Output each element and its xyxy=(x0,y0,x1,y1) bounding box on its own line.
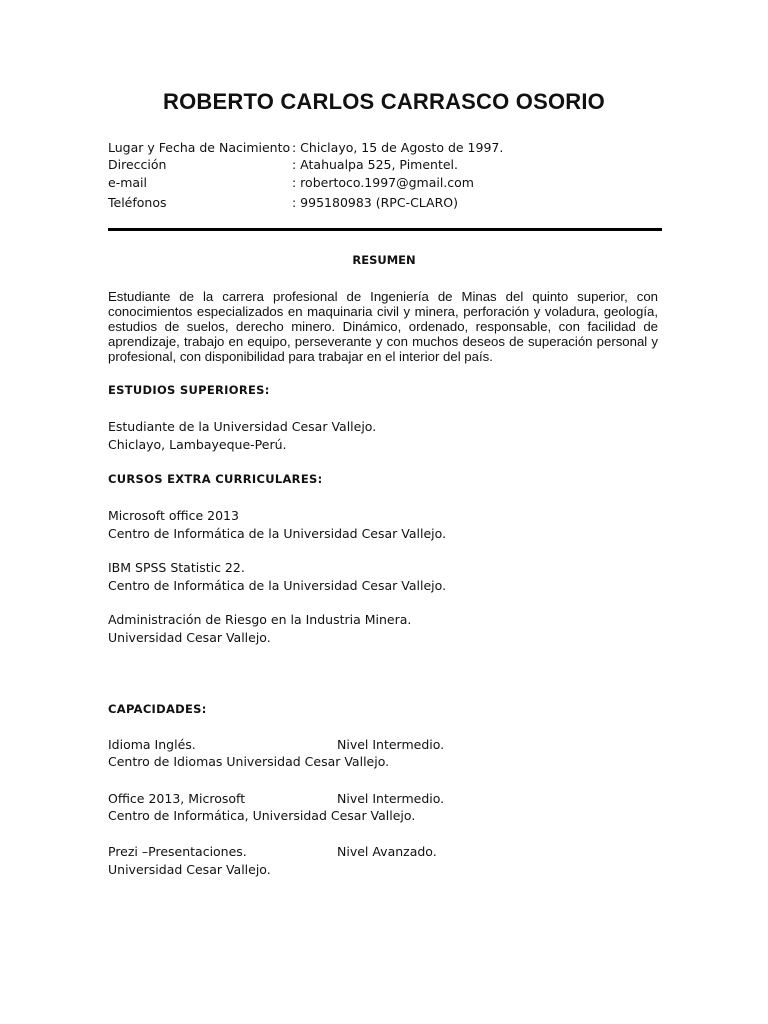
info-label: Teléfonos xyxy=(108,195,167,210)
info-label: e-mail xyxy=(108,175,147,190)
info-value: : robertoco.1997@gmail.com xyxy=(292,175,474,190)
curso-name: Administración de Riesgo en la Industria Minera. xyxy=(108,612,412,627)
capacidad-name: Office 2013, Microsoft xyxy=(108,791,246,806)
capacidad-name: Prezi –Presentaciones. xyxy=(108,844,247,859)
curso-name: Microsoft office 2013 xyxy=(108,508,239,523)
page-title: ROBERTO CARLOS CARRASCO OSORIO xyxy=(163,89,605,114)
resumen-text: Estudiante de la carrera profesional de Ingeniería de Minas del quinto superior, con conocimientos especializados en maquinaria civil y minera, perforación y voladura, geología, estudios de suelos, derecho minero. Dinámico, ordenado, responsable, con facilidad de aprendizaje, trabajo en equipo, perseverante y con muchos deseos de superación personal y profesional, con disponibilidad para trabajar en el interior del país. xyxy=(108,289,658,364)
capacidad-level: Nivel Intermedio. xyxy=(337,791,445,806)
info-label: Lugar y Fecha de Nacimiento xyxy=(108,140,291,155)
resumen-heading: RESUMEN xyxy=(352,253,416,267)
estudios-line: Chiclayo, Lambayeque-Perú. xyxy=(108,437,287,452)
curso-institution: Centro de Informática de la Universidad Cesar Vallejo. xyxy=(108,526,447,541)
info-value: : 995180983 (RPC-CLARO) xyxy=(292,195,459,210)
capacidad-institution: Centro de Informática, Universidad Cesar Vallejo. xyxy=(108,808,416,823)
info-value: : Chiclayo, 15 de Agosto de 1997. xyxy=(292,140,504,155)
curso-name: IBM SPSS Statistic 22. xyxy=(108,560,245,575)
divider-rule xyxy=(108,228,662,231)
cursos-heading: CURSOS EXTRA CURRICULARES: xyxy=(108,472,323,486)
estudios-line: Estudiante de la Universidad Cesar Vallejo. xyxy=(108,419,377,434)
curso-institution: Universidad Cesar Vallejo. xyxy=(108,630,271,645)
info-value: : Atahualpa 525, Pimentel. xyxy=(292,157,458,172)
capacidad-level: Nivel Avanzado. xyxy=(337,844,437,859)
capacidad-name: Idioma Inglés. xyxy=(108,737,196,752)
capacidad-institution: Universidad Cesar Vallejo. xyxy=(108,862,271,877)
capacidad-institution: Centro de Idiomas Universidad Cesar Vallejo. xyxy=(108,754,390,769)
curso-institution: Centro de Informática de la Universidad Cesar Vallejo. xyxy=(108,578,447,593)
capacidad-level: Nivel Intermedio. xyxy=(337,737,445,752)
estudios-heading: ESTUDIOS SUPERIORES: xyxy=(108,383,270,397)
info-label: Dirección xyxy=(108,157,167,172)
capacidades-heading: CAPACIDADES: xyxy=(108,702,207,716)
